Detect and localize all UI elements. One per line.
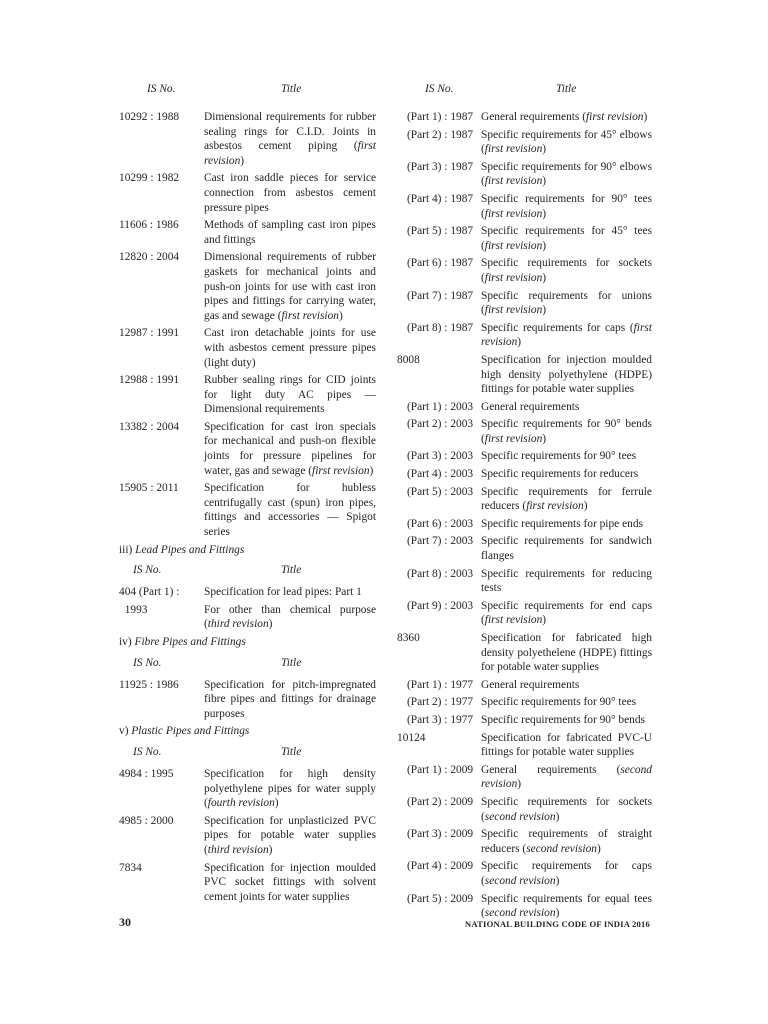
revision-note: first revision (586, 111, 644, 123)
is-number: 12987 : 1991 (119, 327, 180, 340)
is-no-heading: IS No. (133, 564, 162, 577)
revision-note: third revision (207, 618, 269, 631)
is-number: 10124 (397, 731, 426, 744)
is-number: (Part 6) : 1987 (407, 257, 474, 270)
title-heading: Title (281, 745, 302, 758)
fibre-table-header (119, 656, 376, 672)
standard-entry (397, 160, 652, 189)
closing-paren: ) (274, 797, 279, 810)
is-number: 8360 (397, 632, 420, 644)
revision-note: second revision (481, 763, 652, 791)
is-number: (Part 2) : 1987 (407, 128, 474, 141)
title-text: Specific requirements for caps ( (481, 321, 634, 334)
is-number: 13382 : 2004 (119, 420, 180, 433)
is-number: (Part 2) : 2003 (407, 418, 474, 431)
standard-entry (397, 695, 652, 710)
title-text: Specific requirements for 90° elbows ( (481, 160, 652, 188)
standard-entry (119, 481, 376, 539)
standard-title (481, 467, 652, 482)
closing-paren: ) (542, 614, 547, 627)
closing-paren: ) (542, 432, 547, 445)
plastic-entry-list (119, 767, 376, 904)
title-text: Specific requirements for ferrule reducers ( (481, 485, 652, 513)
standard-entry (119, 171, 376, 215)
standard-title (481, 713, 652, 728)
standard-title (204, 603, 376, 632)
is-number: (Part 4) : 1987 (407, 192, 474, 205)
standard-title (481, 110, 652, 125)
is-number: (Part 3) : 2003 (407, 450, 474, 463)
right-table-header (397, 82, 652, 104)
title-heading: Title (281, 83, 302, 95)
closing-paren: ) (517, 778, 522, 791)
title-text: Specific requirements for reducers (481, 468, 639, 481)
standard-entry (397, 827, 652, 856)
is-number: (Part 1) : 1977 (407, 678, 474, 691)
standard-entry (397, 631, 652, 675)
standard-entry (397, 859, 652, 888)
closing-paren: ) (542, 271, 547, 284)
is-no-heading: IS No. (133, 745, 162, 758)
standard-entry (119, 678, 376, 722)
standard-entry (397, 467, 652, 482)
standard-entry (119, 110, 376, 168)
revision-note: second revision (484, 907, 556, 920)
title-text: Specific requirements for 90° bends (481, 713, 645, 726)
title-text: Dimensional requirements of rubber gaskets for mechanical joints and push-on joints for use with cast iron pipes and fittings for carrying water, gas and sewage ( (204, 251, 376, 322)
revision-note: third revision (207, 843, 269, 856)
revision-note: first revision (484, 143, 543, 156)
standard-title (481, 224, 652, 253)
standard-title (204, 110, 376, 168)
standard-entry (119, 767, 376, 811)
standard-title (481, 695, 652, 710)
standard-entry (397, 321, 652, 350)
standard-title (481, 859, 652, 888)
standard-title (481, 400, 652, 415)
revision-note: first revision (484, 239, 543, 252)
title-text: Specific requirements for 90° bends ( (481, 418, 652, 445)
standard-title (204, 218, 376, 247)
standard-entry (397, 713, 652, 728)
is-number: (Part 2) : 2009 (407, 795, 474, 808)
title-text: Rubber sealing rings for CID joints for light duty AC pipes — Dimensional requirements (204, 374, 376, 416)
standard-title (481, 678, 652, 693)
standard-entry (119, 420, 376, 478)
standard-title (481, 417, 652, 446)
standard-entry (397, 517, 652, 532)
standard-entry (119, 326, 376, 370)
revision-note: first revision (312, 464, 370, 477)
standard-title (481, 599, 652, 628)
revision-note: fourth revision (207, 797, 275, 810)
standard-title (204, 678, 376, 722)
title-text: Specific requirements for unions ( (481, 289, 652, 317)
closing-paren: ) (517, 336, 522, 349)
closing-paren: ) (542, 175, 547, 188)
standard-entry (397, 400, 652, 415)
is-number: (Part 6) : 2003 (407, 517, 474, 530)
standard-entry (397, 224, 652, 253)
standard-title (481, 256, 652, 285)
closing-paren: ) (369, 464, 374, 477)
closing-paren: ) (268, 618, 273, 631)
title-text: Methods of sampling cast iron pipes and fittings (204, 219, 376, 246)
is-number: (Part 5) : 2003 (407, 485, 474, 498)
title-text: Specification for unplasticized PVC pipes for potable water supplies ( (204, 814, 376, 856)
standard-title (481, 827, 652, 856)
standard-title (204, 481, 376, 539)
standard-title (204, 326, 376, 370)
standard-title (204, 814, 376, 858)
is-number: (Part 4) : 2003 (407, 468, 474, 481)
plastic-table-header (119, 745, 376, 761)
standard-title (481, 534, 652, 563)
is-number: (Part 5) : 1987 (407, 225, 474, 238)
title-heading: Title (556, 83, 577, 95)
lead-entry-list (119, 585, 376, 632)
is-number: (Part 1) : 1987 (407, 111, 474, 123)
is-number: (Part 1) : 2003 (407, 400, 474, 413)
standard-title (481, 567, 652, 596)
is-number: (Part 1) : 2009 (407, 763, 474, 776)
title-heading: Title (281, 656, 302, 669)
standard-title (481, 128, 652, 157)
title-text: Specific requirements for 90° tees (481, 450, 637, 463)
revision-note: second revision (484, 810, 556, 823)
title-text: Specific requirements for equal tees ( (481, 892, 652, 920)
is-number: 12988 : 1991 (119, 374, 180, 387)
is-number: 15905 : 2011 (119, 482, 179, 495)
standard-entry (397, 256, 652, 285)
standard-title (481, 353, 652, 397)
section-heading-fibre: iv) Fibre Pipes and Fittings (119, 636, 246, 648)
closing-paren: ) (555, 907, 560, 920)
title-text: Specific requirements for 45° elbows ( (481, 128, 652, 156)
title-text: Specific requirements for sandwich flanges (481, 535, 652, 563)
standard-entry (119, 218, 376, 247)
is-number: (Part 5) : 2009 (407, 892, 474, 905)
is-number: 10292 : 1988 (119, 111, 180, 123)
standard-entry (119, 603, 376, 632)
standard-title (481, 289, 652, 318)
title-text: Specification for injection moulded PVC socket fittings with solvent cement joints for water supplies (204, 861, 376, 903)
standard-entry (397, 128, 652, 157)
right-column (397, 82, 652, 924)
title-text: Specific requirements for 90° tees (481, 696, 637, 709)
standard-entry (397, 449, 652, 464)
closing-paren: ) (596, 842, 601, 855)
publication-title: NATIONAL BUILDING CODE OF INDIA 2016 (464, 919, 650, 929)
is-number: 4984 : 1995 (119, 767, 174, 780)
standard-title (204, 420, 376, 478)
standard-title (481, 763, 652, 792)
title-text: For other than chemical purpose ( (204, 603, 376, 631)
is-number: (Part 3) : 2009 (407, 828, 474, 841)
standard-title (481, 449, 652, 464)
standard-title (481, 731, 652, 760)
fibre-entry-list (119, 678, 376, 722)
revision-note: first revision (484, 304, 543, 317)
title-text: Specific requirements for 90° tees ( (481, 192, 652, 220)
standard-entry (397, 289, 652, 318)
closing-paren: ) (542, 304, 547, 317)
revision-note: first revision (281, 309, 339, 322)
standard-entry (397, 485, 652, 514)
section-heading-lead: iii) Lead Pipes and Fittings (119, 543, 245, 556)
standard-entry (397, 417, 652, 446)
standard-title (481, 631, 652, 675)
title-text: Specific requirements for caps ( (481, 860, 652, 887)
standard-title (204, 171, 376, 215)
is-number: (Part 8) : 1987 (407, 321, 474, 334)
is-number: 11925 : 1986 (119, 678, 179, 691)
standard-entry (119, 814, 376, 858)
standard-entry (397, 192, 652, 221)
is-number: 1993 (119, 603, 148, 616)
is-number: 4985 : 2000 (119, 814, 174, 827)
standard-entry (397, 599, 652, 628)
is-no-heading: IS No. (133, 656, 162, 669)
title-text: Specific requirements for 45° tees ( (481, 225, 652, 252)
standard-title (204, 767, 376, 811)
title-text: Cast iron detachable joints for use with asbestos cement pressure pipes (light duty) (204, 327, 376, 369)
title-text: Specification for lead pipes: Part 1 (204, 586, 362, 599)
standard-entry (397, 678, 652, 693)
standard-title (481, 192, 652, 221)
closing-paren: ) (542, 239, 547, 252)
page-number: 30 (119, 915, 131, 929)
is-number: 7834 (119, 861, 142, 874)
title-text: Specific requirements for sockets ( (481, 795, 652, 823)
standard-title (481, 160, 652, 189)
title-text: Specification for hubless centrifugally cast (spun) iron pipes, fittings and accessories — Spigot series (204, 482, 376, 539)
left-table-header (119, 82, 376, 104)
standard-entry (397, 731, 652, 760)
is-number: (Part 3) : 1977 (407, 713, 474, 726)
is-number: (Part 4) : 2009 (407, 860, 474, 873)
is-number: 12820 : 2004 (119, 251, 180, 264)
is-number: 404 (Part 1) : (119, 586, 180, 599)
revision-note: second revision (484, 874, 556, 887)
standard-entry (397, 353, 652, 397)
standard-title (481, 795, 652, 824)
revision-note: first revision (484, 432, 543, 445)
standard-entry (119, 861, 376, 905)
title-text: Specification for cast iron specials for mechanical and push-on flexible joints for pressure pipelines for water, gas and sewage ( (204, 420, 376, 477)
is-number: (Part 7) : 1987 (407, 289, 474, 302)
title-text: General requirements (481, 400, 580, 413)
standard-title (204, 861, 376, 905)
title-text: Cast iron saddle pieces for service connection from asbestos cement pressure pipes (204, 172, 376, 214)
is-number: (Part 8) : 2003 (407, 567, 474, 580)
revision-note: first revision (484, 175, 543, 188)
closing-paren: ) (542, 143, 547, 156)
standard-entry (397, 763, 652, 792)
is-number: (Part 9) : 2003 (407, 599, 474, 612)
closing-paren: ) (583, 500, 588, 513)
closing-paren: ) (240, 154, 245, 167)
standard-entry (397, 534, 652, 563)
is-number: (Part 2) : 1977 (407, 696, 474, 709)
revision-note: first revision (484, 614, 543, 627)
lead-table-header (119, 563, 376, 579)
revision-note: first revision (204, 140, 376, 167)
is-no-heading: IS No. (147, 83, 176, 95)
section-heading-plastic: v) Plastic Pipes and Fittings (119, 725, 250, 738)
title-text: General requirements (481, 678, 580, 691)
is-number: 8008 (397, 353, 420, 366)
standard-title (204, 585, 376, 600)
revision-note: first revision (484, 207, 543, 220)
standard-entry (119, 250, 376, 323)
title-text: Specific requirements for sockets ( (481, 257, 652, 284)
standard-title (204, 250, 376, 323)
standard-entry (397, 567, 652, 596)
right-entry-list (397, 110, 652, 921)
left-column (119, 82, 376, 907)
left-entry-list (119, 110, 376, 540)
closing-paren: ) (338, 309, 343, 322)
is-number: (Part 3) : 1987 (407, 160, 474, 173)
is-number: 10299 : 1982 (119, 172, 180, 185)
revision-note: first revision (484, 271, 543, 284)
title-text: Specific requirements for end caps ( (481, 599, 652, 627)
revision-note: second revision (526, 842, 597, 855)
standard-entry (397, 795, 652, 824)
title-text: General requirements ( (481, 111, 586, 123)
standard-title (481, 485, 652, 514)
standard-title (204, 373, 376, 417)
closing-paren: ) (268, 843, 273, 856)
title-text: Specification for pitch-impregnated fibre pipes and fittings for drainage purposes (204, 678, 376, 720)
closing-paren: ) (555, 874, 560, 887)
standard-entry (119, 585, 376, 600)
title-heading: Title (281, 564, 302, 577)
title-text: Specification for injection moulded high density polyethylene (HDPE) fittings for potable water supplies (481, 353, 652, 396)
is-number: 11606 : 1986 (119, 219, 179, 232)
title-text: Specific requirements of straight reducers ( (481, 828, 652, 855)
title-text: Specification for fabricated high density polyethelene (HDPE) fittings for potable water supplies (481, 632, 652, 674)
title-text: Specific requirements for reducing tests (481, 567, 652, 595)
title-text: General requirements ( (481, 763, 621, 776)
title-text: Specification for fabricated PVC-U fittings for potable water supplies (481, 731, 652, 759)
closing-paren: ) (643, 111, 648, 123)
revision-note: first revision (526, 500, 584, 513)
is-number: (Part 7) : 2003 (407, 535, 474, 548)
revision-note: first revision (481, 321, 652, 349)
title-text: Specification for high density polyethylene pipes for water supply ( (204, 767, 376, 810)
standard-entry (397, 110, 652, 125)
title-text: Dimensional requirements for rubber sealing rings for C.I.D. Joints in asbestos cement piping ( (204, 111, 376, 153)
standard-entry (119, 373, 376, 417)
standard-title (481, 321, 652, 350)
standard-title (481, 517, 652, 532)
title-text: Specific requirements for pipe ends (481, 517, 643, 530)
closing-paren: ) (555, 810, 560, 823)
closing-paren: ) (542, 207, 547, 220)
is-no-heading: IS No. (425, 83, 454, 95)
